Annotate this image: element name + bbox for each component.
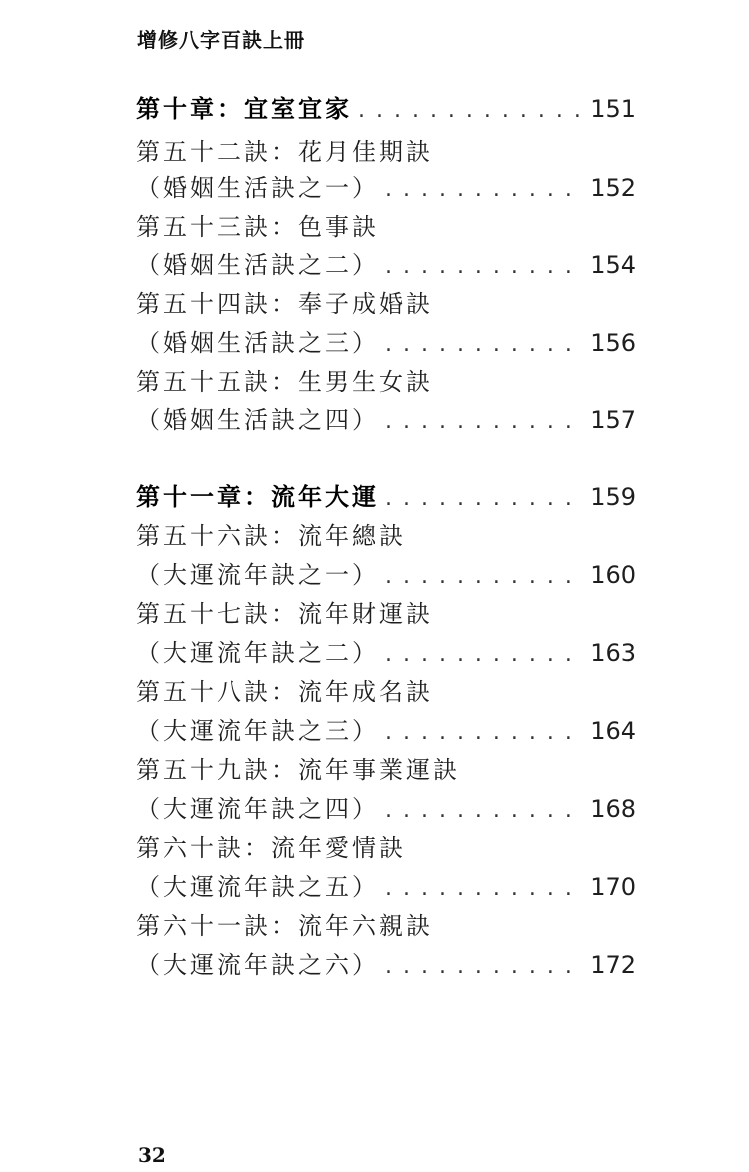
entry-subtitle: （大運流年訣之五） <box>136 873 379 901</box>
page-number: 32 <box>138 1143 166 1167</box>
toc-entry-title: 第五十三訣：色事訣 <box>136 213 379 241</box>
dot-leader <box>385 711 584 753</box>
toc-entry <box>136 867 636 907</box>
entry-subtitle: （婚姻生活訣之二） <box>136 251 379 279</box>
dot-leader <box>385 867 584 909</box>
dot-leader <box>385 633 584 675</box>
entry-subtitle: （婚姻生活訣之一） <box>136 174 379 202</box>
toc-entry-title: 第五十五訣：生男生女訣 <box>136 368 433 396</box>
page-ref: 154 <box>590 251 636 279</box>
toc-chapter-11 <box>136 477 636 517</box>
toc-entry <box>136 789 636 829</box>
entry-subtitle: （大運流年訣之一） <box>136 561 379 589</box>
entry-subtitle: （大運流年訣之四） <box>136 795 379 823</box>
dot-leader <box>385 245 584 287</box>
page-ref: 160 <box>590 561 636 589</box>
toc-chapter-10 <box>136 89 636 129</box>
toc-entry <box>136 400 636 440</box>
toc-entry <box>136 945 636 985</box>
page-ref: 170 <box>590 873 636 901</box>
page-ref: 156 <box>590 329 636 357</box>
toc-entry-title: 第六十訣：流年愛情訣 <box>136 834 406 862</box>
toc-entry <box>136 168 636 208</box>
toc-entry-title: 第五十八訣：流年成名訣 <box>136 678 433 706</box>
entry-subtitle: （大運流年訣之二） <box>136 639 379 667</box>
page-ref: 168 <box>590 795 636 823</box>
entry-subtitle: （婚姻生活訣之四） <box>136 406 379 434</box>
running-header: 增修八字百訣上冊 <box>137 28 305 52</box>
dot-leader <box>385 789 584 831</box>
toc-entry-title: 第五十六訣：流年總訣 <box>136 522 406 550</box>
dot-leader <box>385 477 584 519</box>
dot-leader <box>385 945 584 987</box>
toc-entry <box>136 555 636 595</box>
page-ref: 157 <box>590 406 636 434</box>
toc-entry <box>136 633 636 673</box>
toc-entry-title: 第五十九訣：流年事業運訣 <box>136 756 460 784</box>
entry-subtitle: （婚姻生活訣之三） <box>136 329 379 357</box>
toc-entry <box>136 323 636 363</box>
page-ref: 159 <box>590 483 636 511</box>
page-ref: 163 <box>590 639 636 667</box>
entry-subtitle: （大運流年訣之三） <box>136 717 379 745</box>
dot-leader <box>385 168 584 210</box>
toc-entry-title: 第五十四訣：奉子成婚訣 <box>136 290 433 318</box>
chapter-title: 第十一章：流年大運 <box>136 483 379 511</box>
page-ref: 164 <box>590 717 636 745</box>
dot-leader <box>385 400 584 442</box>
dot-leader <box>385 323 584 365</box>
page-ref: 151 <box>590 95 636 123</box>
toc-entry <box>136 711 636 751</box>
entry-subtitle: （大運流年訣之六） <box>136 951 379 979</box>
dot-leader <box>385 555 584 597</box>
chapter-title: 第十章：宜室宜家 <box>136 95 352 123</box>
toc-entry-title: 第五十七訣：流年財運訣 <box>136 600 433 628</box>
dot-leader <box>358 89 584 131</box>
page-ref: 152 <box>590 174 636 202</box>
toc-entry <box>136 245 636 285</box>
toc-entry-title: 第五十二訣：花月佳期訣 <box>136 138 433 166</box>
page-ref: 172 <box>590 951 636 979</box>
toc-entry-title: 第六十一訣：流年六親訣 <box>136 912 433 940</box>
